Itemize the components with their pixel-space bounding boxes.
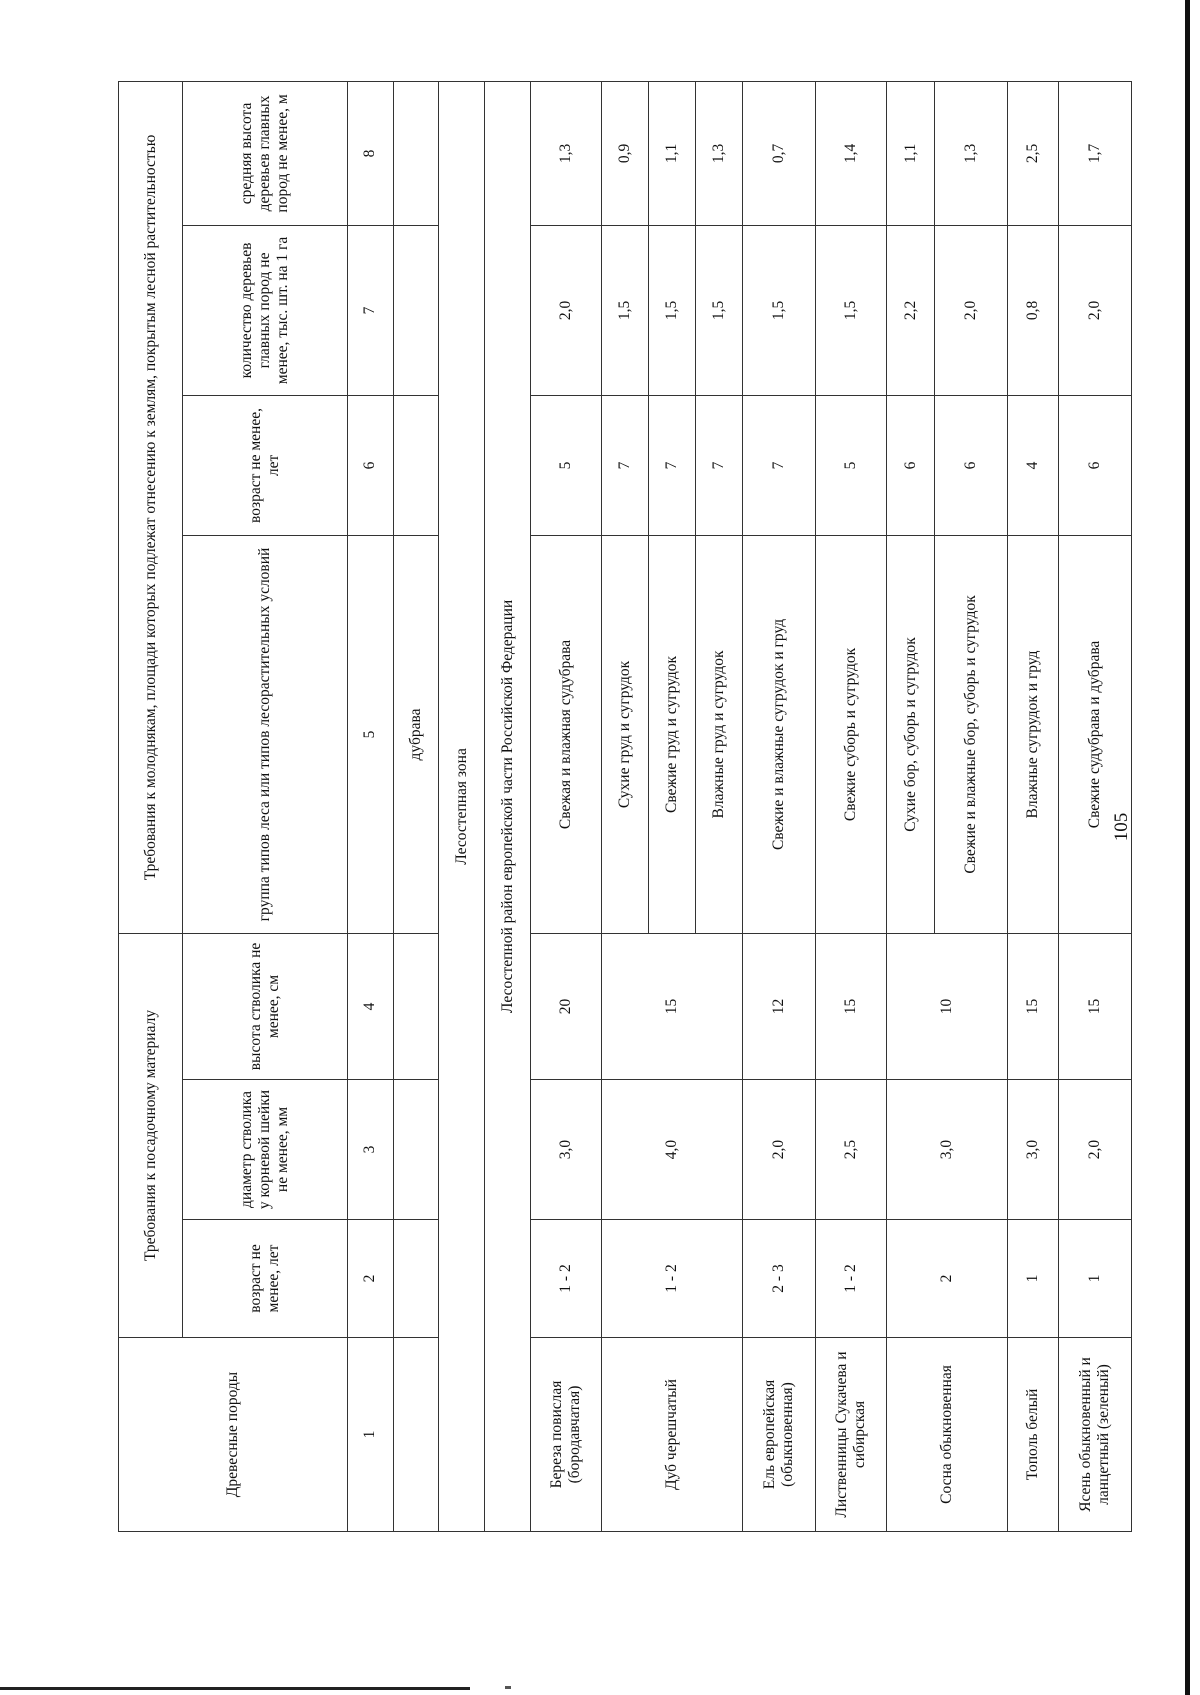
forest-type: Свежие судубрава и дубрава bbox=[1058, 535, 1131, 933]
empty-cell bbox=[393, 225, 439, 395]
column-number-row bbox=[347, 81, 393, 1531]
scan-edge-bar bbox=[1185, 0, 1190, 1695]
table-row bbox=[1008, 81, 1058, 1531]
table-row bbox=[886, 81, 934, 1531]
tree-count: 2,0 bbox=[531, 225, 602, 395]
forest-type: Сухие груд и сугрудок bbox=[601, 535, 648, 933]
avg-height: 1,3 bbox=[531, 81, 602, 225]
rotated-table-container bbox=[118, 82, 1132, 1532]
species-name: Ясень обыкновенный и ланцетный (зеленый) bbox=[1058, 1338, 1131, 1532]
column-number: 6 bbox=[347, 395, 393, 535]
page-number: 105 bbox=[1111, 812, 1132, 842]
young-age: 5 bbox=[816, 395, 887, 535]
tree-count: 1,5 bbox=[601, 225, 648, 395]
pm-diameter: 3,0 bbox=[886, 1080, 1007, 1220]
column-number: 8 bbox=[347, 81, 393, 225]
young-age: 6 bbox=[886, 395, 934, 535]
young-age: 7 bbox=[648, 395, 695, 535]
column-number: 4 bbox=[347, 933, 393, 1079]
forest-type: Свежая и влажная судубрава bbox=[531, 535, 602, 933]
pm-diameter: 2,5 bbox=[816, 1080, 887, 1220]
tree-count: 1,5 bbox=[816, 225, 887, 395]
table-row bbox=[742, 81, 815, 1531]
forest-type: Свежие груд и сугрудок bbox=[648, 535, 695, 933]
tree-count: 1,5 bbox=[695, 225, 742, 395]
tree-count: 0,8 bbox=[1008, 225, 1058, 395]
column-number: 3 bbox=[347, 1080, 393, 1220]
table-row bbox=[531, 81, 602, 1531]
pm-age: 2 bbox=[886, 1220, 1007, 1338]
tree-count: 1,5 bbox=[742, 225, 815, 395]
pm-height: 15 bbox=[816, 933, 887, 1079]
empty-cell bbox=[393, 1220, 439, 1338]
column-number: 1 bbox=[347, 1338, 393, 1532]
young-age: 7 bbox=[742, 395, 815, 535]
table-row bbox=[816, 81, 887, 1531]
forest-type: Свежие и влажные бор, суборь и сугрудок bbox=[935, 535, 1008, 933]
species-name: Лиственницы Сукачева и сибирская bbox=[816, 1338, 887, 1532]
species-name: Тополь белый bbox=[1008, 1338, 1058, 1532]
requirements-table bbox=[118, 81, 1132, 1532]
header-pm-age: возраст не менее, лет bbox=[183, 1220, 348, 1338]
young-age: 6 bbox=[935, 395, 1008, 535]
pm-diameter: 3,0 bbox=[1008, 1080, 1058, 1220]
column-number: 7 bbox=[347, 225, 393, 395]
empty-cell bbox=[393, 1338, 439, 1532]
avg-height: 1,3 bbox=[695, 81, 742, 225]
young-age: 5 bbox=[531, 395, 602, 535]
forest-type: Свежие суборь и сугрудок bbox=[816, 535, 887, 933]
empty-cell bbox=[393, 1080, 439, 1220]
pm-height: 15 bbox=[1058, 933, 1131, 1079]
region-title: Лесостепной район европейской части Российской Федерации bbox=[485, 81, 531, 1531]
avg-height: 1,1 bbox=[648, 81, 695, 225]
avg-height: 2,5 bbox=[1008, 81, 1058, 225]
species-name: Дуб черешчатый bbox=[601, 1338, 742, 1532]
young-age: 7 bbox=[695, 395, 742, 535]
avg-height: 0,7 bbox=[742, 81, 815, 225]
header-pm-height: высота стволика не менее, см bbox=[183, 933, 348, 1079]
column-number: 2 bbox=[347, 1220, 393, 1338]
header-planting-group: Требования к посадочному материалу bbox=[119, 933, 183, 1337]
pm-height: 15 bbox=[601, 933, 742, 1079]
table-row bbox=[601, 81, 648, 1531]
pm-height: 20 bbox=[531, 933, 602, 1079]
zone-title: Лесостепная зона bbox=[439, 81, 485, 1531]
pm-diameter: 2,0 bbox=[1058, 1080, 1131, 1220]
pm-height: 10 bbox=[886, 933, 1007, 1079]
header-y-forest-group: группа типов леса или типов лесорастительных условий bbox=[183, 535, 348, 933]
tree-count: 1,5 bbox=[648, 225, 695, 395]
pm-height: 15 bbox=[1008, 933, 1058, 1079]
species-name: Ель европейская (обыкновенная) bbox=[742, 1338, 815, 1532]
header-species: Древесные породы bbox=[119, 1338, 348, 1532]
pm-diameter: 2,0 bbox=[742, 1080, 815, 1220]
header-young-group: Требования к молоднякам, площади которых подлежат отнесению к землям, покрытым лесной растительностью bbox=[119, 81, 183, 933]
avg-height: 1,1 bbox=[886, 81, 934, 225]
empty-cell bbox=[393, 395, 439, 535]
header-y-height: средняя высота деревьев главных пород не менее, м bbox=[183, 81, 348, 225]
prev-zone-forest-type: дубрава bbox=[393, 535, 439, 933]
prev-zone-tail-row bbox=[393, 81, 439, 1531]
pm-diameter: 3,0 bbox=[531, 1080, 602, 1220]
tree-count: 2,2 bbox=[886, 225, 934, 395]
tree-count: 2,0 bbox=[935, 225, 1008, 395]
pm-age: 1 - 2 bbox=[816, 1220, 887, 1338]
species-name: Сосна обыкновенная bbox=[886, 1338, 1007, 1532]
scan-bottom-line bbox=[0, 1687, 470, 1690]
species-name: Береза повислая (бородавчатая) bbox=[531, 1338, 602, 1532]
empty-cell bbox=[393, 933, 439, 1079]
header-y-count: количество деревьев главных пород не менее, тыс. шт. на 1 га bbox=[183, 225, 348, 395]
column-number: 5 bbox=[347, 535, 393, 933]
avg-height: 0,9 bbox=[601, 81, 648, 225]
avg-height: 1,4 bbox=[816, 81, 887, 225]
header-pm-diameter: диаметр стволика у корневой шейки не менее, мм bbox=[183, 1080, 348, 1220]
header-y-age: возраст не менее, лет bbox=[183, 395, 348, 535]
young-age: 6 bbox=[1058, 395, 1131, 535]
forest-type: Свежие и влажные сугрудок и груд bbox=[742, 535, 815, 933]
pm-age: 1 - 2 bbox=[531, 1220, 602, 1338]
forest-type: Влажные груд и сугрудок bbox=[695, 535, 742, 933]
empty-cell bbox=[393, 81, 439, 225]
pm-diameter: 4,0 bbox=[601, 1080, 742, 1220]
tree-count: 2,0 bbox=[1058, 225, 1131, 395]
pm-age: 2 - 3 bbox=[742, 1220, 815, 1338]
young-age: 4 bbox=[1008, 395, 1058, 535]
forest-type: Влажные сугрудок и груд bbox=[1008, 535, 1058, 933]
forest-type: Сухие бор, суборь и сугрудок bbox=[886, 535, 934, 933]
pm-age: 1 - 2 bbox=[601, 1220, 742, 1338]
avg-height: 1,3 bbox=[935, 81, 1008, 225]
pm-age: 1 bbox=[1008, 1220, 1058, 1338]
avg-height: 1,7 bbox=[1058, 81, 1131, 225]
pm-height: 12 bbox=[742, 933, 815, 1079]
scan-bottom-mark bbox=[505, 1686, 511, 1689]
young-age: 7 bbox=[601, 395, 648, 535]
pm-age: 1 bbox=[1058, 1220, 1131, 1338]
